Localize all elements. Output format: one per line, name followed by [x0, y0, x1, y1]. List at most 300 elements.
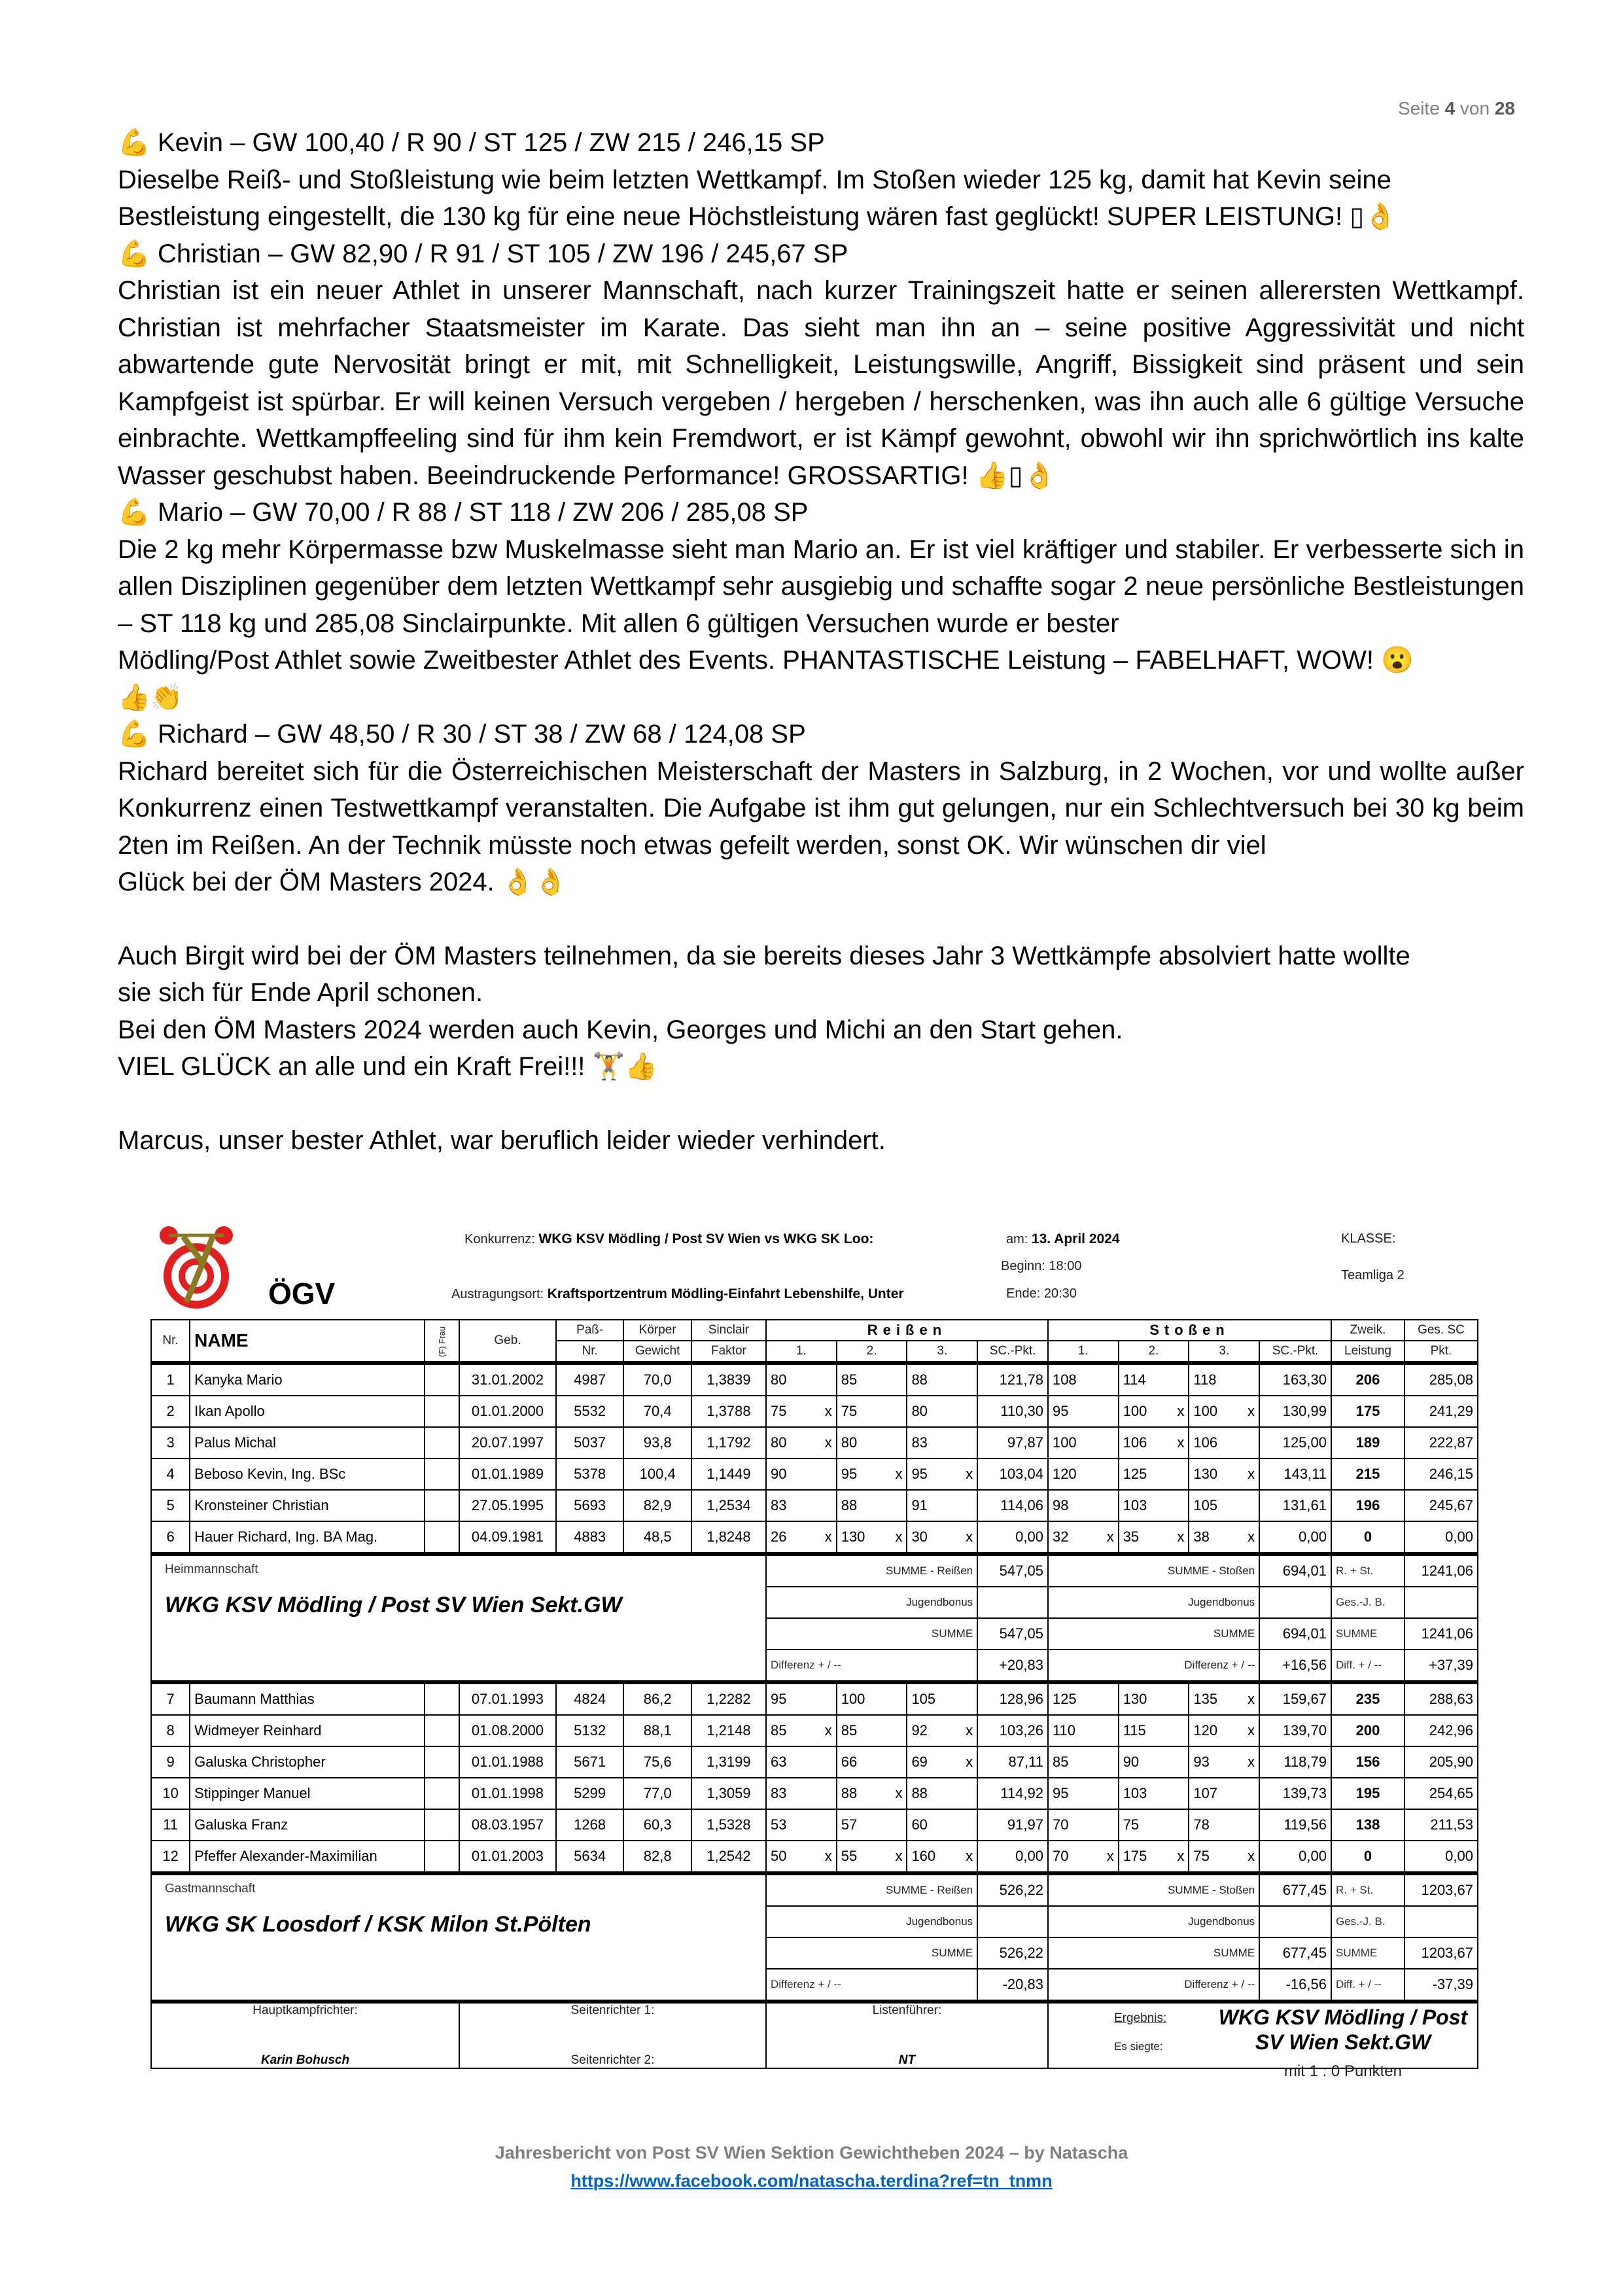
- snatch-attempt-2: [837, 1427, 907, 1458]
- athlete-nr: 9: [151, 1746, 190, 1778]
- attempt-weight: 105: [1193, 1497, 1218, 1513]
- kevin-header: 💪 Kevin – GW 100,40 / R 90 / ST 125 / ZW 215 / 246,15 SP: [118, 128, 825, 157]
- beginn-time: Beginn: 18:00: [1001, 1259, 1082, 1273]
- diff-s: -16,56: [1259, 1969, 1331, 2002]
- attempt-weight: 100: [1193, 1403, 1218, 1419]
- athlete-geb: 04.09.1981: [459, 1521, 556, 1554]
- snatch-attempt-2: [837, 1458, 907, 1490]
- snatch-attempt-3: [907, 1521, 977, 1554]
- snatch-sc-points: 103,04: [977, 1458, 1048, 1490]
- total-kg: 0: [1331, 1841, 1405, 1873]
- athlete-nr: 5: [151, 1490, 190, 1521]
- failed-attempt-mark: x: [1248, 1722, 1255, 1739]
- austragungsort: Austragungsort: Kraftsportzentrum Mödling-Einfahrt Lebenshilfe, Unter: [451, 1286, 904, 1301]
- col-rsc: SC.-Pkt.: [977, 1341, 1048, 1363]
- col-s1: 1.: [1048, 1341, 1119, 1363]
- cj-attempt-3: [1189, 1715, 1259, 1746]
- athlete-row: [151, 1363, 1478, 1396]
- total-sinclair: 242,96: [1405, 1715, 1478, 1746]
- cj-attempt-3: [1189, 1490, 1259, 1521]
- attempt-weight: 125: [1123, 1466, 1147, 1482]
- athlete-pass: 5378: [556, 1458, 624, 1490]
- ges-jb-label: Ges.-J. B.: [1331, 1587, 1405, 1618]
- footer-link-wrap: [0, 2171, 1623, 2191]
- attempt-weight: 80: [770, 1371, 787, 1388]
- jugendbonus-r: [977, 1587, 1048, 1618]
- attempt-weight: 53: [770, 1816, 787, 1833]
- diff-total: +37,39: [1405, 1650, 1478, 1682]
- athlete-bodyweight: 77,0: [623, 1778, 691, 1809]
- attempt-weight: 30: [911, 1528, 928, 1545]
- failed-attempt-mark: x: [824, 1403, 832, 1419]
- snatch-sc-points: 114,06: [977, 1490, 1048, 1521]
- athlete-pass: 5671: [556, 1746, 624, 1778]
- attempt-weight: 107: [1193, 1785, 1218, 1801]
- r-st-label: R. + St.: [1331, 1873, 1405, 1906]
- ges-jb: [1405, 1906, 1478, 1937]
- failed-attempt-mark: x: [1248, 1848, 1255, 1864]
- snatch-attempt-3: [907, 1715, 977, 1746]
- snatch-attempt-2: [837, 1396, 907, 1427]
- attempt-weight: 120: [1193, 1722, 1218, 1739]
- athlete-row: [151, 1778, 1478, 1809]
- athlete-pass: 5634: [556, 1841, 624, 1873]
- athlete-bodyweight: 75,6: [623, 1746, 691, 1778]
- guest-athletes: [151, 1682, 1478, 1873]
- snatch-sc-points: 114,92: [977, 1778, 1048, 1809]
- snatch-attempt-3: [907, 1809, 977, 1841]
- attempt-weight: 95: [1052, 1403, 1069, 1419]
- attempt-weight: 175: [1123, 1848, 1147, 1864]
- failed-attempt-mark: x: [1106, 1848, 1114, 1864]
- kevin-text-2: Bestleistung eingestellt, die 130 kg für eine neue Höchstleistung wären fast geglückt! SUPER LEISTUNG! ▯👌: [118, 202, 1397, 231]
- snatch-attempt-3: [907, 1363, 977, 1396]
- richard-text-2: Glück bei der ÖM Masters 2024. 👌👌: [118, 868, 567, 896]
- score-table: [150, 1319, 1478, 2080]
- total-kg: 235: [1331, 1682, 1405, 1715]
- cj-attempt-1: [1048, 1682, 1119, 1715]
- summe-s: 694,01: [1259, 1618, 1331, 1650]
- seitenrichter-cell: [459, 2002, 766, 2068]
- failed-attempt-mark: x: [1248, 1691, 1255, 1707]
- snatch-attempt-1: [766, 1521, 837, 1554]
- snatch-attempt-2: [837, 1715, 907, 1746]
- jugendbonus-s: [1259, 1587, 1331, 1618]
- total-sinclair: 254,65: [1405, 1778, 1478, 1809]
- snatch-attempt-2: [837, 1809, 907, 1841]
- athlete-sinclair: 1,5328: [691, 1809, 766, 1841]
- ogv-logo-icon: [157, 1224, 236, 1309]
- attempt-weight: 100: [1123, 1403, 1147, 1419]
- attempt-weight: 69: [911, 1754, 928, 1770]
- ergebnis-label: Ergebnis:: [1113, 2011, 1167, 2025]
- attempt-weight: 75: [1123, 1816, 1140, 1833]
- attempt-weight: 32: [1052, 1528, 1069, 1545]
- cj-attempt-2: [1119, 1809, 1189, 1841]
- attempt-weight: 88: [911, 1371, 928, 1388]
- r-st-total: 1203,67: [1405, 1873, 1478, 1906]
- flexed-biceps-icon: 💪: [118, 239, 150, 268]
- athlete-geb: 01.01.1998: [459, 1778, 556, 1809]
- attempt-weight: 55: [841, 1848, 858, 1864]
- hauptkampfrichter-name: Karin Bohusch: [260, 2053, 350, 2067]
- snatch-attempt-2: [837, 1778, 907, 1809]
- home-team-label: Heimmannschaft: [165, 1563, 258, 1576]
- attempt-weight: 85: [841, 1722, 858, 1739]
- attempt-weight: 80: [770, 1434, 787, 1451]
- match-score: mit 1 : 0 Punkten: [1283, 2062, 1402, 2080]
- diff-label: Differenz + / --: [766, 1650, 977, 1682]
- athlete-nr: 1: [151, 1363, 190, 1396]
- jugendbonus-s: [1259, 1906, 1331, 1937]
- summe-total: 1241,06: [1405, 1618, 1478, 1650]
- athlete-name: Pfeffer Alexander-Maximilian: [190, 1841, 425, 1873]
- snatch-attempt-2: [837, 1682, 907, 1715]
- attempt-weight: 80: [911, 1403, 928, 1419]
- diff-label: Differenz + / --: [766, 1969, 977, 2002]
- attempt-weight: 26: [770, 1528, 787, 1545]
- athlete-frau: [425, 1778, 459, 1809]
- attempt-weight: 160: [911, 1848, 936, 1864]
- summe-stossen: 694,01: [1259, 1554, 1331, 1587]
- report-text: [118, 124, 1524, 1159]
- attempt-weight: 118: [1193, 1371, 1217, 1388]
- jugendbonus-label: Jugendbonus: [766, 1587, 977, 1618]
- snatch-attempt-3: [907, 1841, 977, 1873]
- facebook-link[interactable]: https://www.facebook.com/natascha.terdina?ref=tn_tnmn: [570, 2171, 1053, 2191]
- seitenrichter1-label: Seitenrichter 1:: [570, 2004, 655, 2017]
- col-r1: 1.: [766, 1341, 837, 1363]
- summe-stossen: 677,45: [1259, 1873, 1331, 1906]
- athlete-sinclair: 1,3199: [691, 1746, 766, 1778]
- guest-team-name: WKG SK Loosdorf / KSK Milon St.Pölten: [165, 1912, 591, 1937]
- cj-sc-points: 159,67: [1259, 1682, 1331, 1715]
- total-kg: 175: [1331, 1396, 1405, 1427]
- attempt-weight: 50: [770, 1848, 787, 1864]
- snatch-sc-points: 121,78: [977, 1363, 1048, 1396]
- attempt-weight: 91: [911, 1497, 928, 1513]
- athlete-row: [151, 1715, 1478, 1746]
- attempt-weight: 83: [770, 1497, 787, 1513]
- total-sinclair: 241,29: [1405, 1396, 1478, 1427]
- cj-sc-points: 130,99: [1259, 1396, 1331, 1427]
- cj-attempt-3: [1189, 1363, 1259, 1396]
- athlete-sinclair: 1,8248: [691, 1521, 766, 1554]
- cj-attempt-3: [1189, 1521, 1259, 1554]
- event-date: am: 13. April 2024: [1006, 1231, 1120, 1246]
- col-nr: Nr.: [151, 1320, 190, 1363]
- total-sinclair: 285,08: [1405, 1363, 1478, 1396]
- failed-attempt-mark: x: [1177, 1434, 1185, 1451]
- snatch-attempt-3: [907, 1746, 977, 1778]
- snatch-attempt-1: [766, 1746, 837, 1778]
- ges-jb: [1405, 1587, 1478, 1618]
- total-sinclair: 211,53: [1405, 1809, 1478, 1841]
- failed-attempt-mark: x: [824, 1528, 832, 1545]
- attempt-weight: 66: [841, 1754, 858, 1770]
- summe-reissen-label: SUMME - Reißen: [766, 1873, 977, 1906]
- listenfuehrer-name: NT: [898, 2053, 916, 2067]
- athlete-sinclair: 1,3839: [691, 1363, 766, 1396]
- athlete-bodyweight: 60,3: [623, 1809, 691, 1841]
- col-sinclair-2: Faktor: [691, 1341, 766, 1363]
- failed-attempt-mark: x: [966, 1466, 973, 1482]
- ges-jb-label: Ges.-J. B.: [1331, 1906, 1405, 1937]
- cj-attempt-2: [1119, 1521, 1189, 1554]
- summe-label: SUMME: [1331, 1618, 1405, 1650]
- r-st-total: 1241,06: [1405, 1554, 1478, 1587]
- masters-text: Bei den ÖM Masters 2024 werden auch Kevin, Georges und Michi an den Start gehen.: [118, 1015, 1123, 1044]
- cj-attempt-3: [1189, 1746, 1259, 1778]
- athlete-name: Galuska Franz: [190, 1809, 425, 1841]
- snatch-attempt-1: [766, 1396, 837, 1427]
- cj-attempt-1: [1048, 1809, 1119, 1841]
- missing-glyph-icon: ▯: [1350, 202, 1365, 231]
- cj-sc-points: 0,00: [1259, 1521, 1331, 1554]
- total-kg: 200: [1331, 1715, 1405, 1746]
- athlete-nr: 6: [151, 1521, 190, 1554]
- total-sinclair: 246,15: [1405, 1458, 1478, 1490]
- cj-attempt-3: [1189, 1396, 1259, 1427]
- athlete-frau: [425, 1841, 459, 1873]
- failed-attempt-mark: x: [1248, 1754, 1255, 1770]
- athlete-pass: 4824: [556, 1682, 624, 1715]
- snatch-attempt-1: [766, 1841, 837, 1873]
- cj-attempt-3: [1189, 1682, 1259, 1715]
- athlete-nr: 10: [151, 1778, 190, 1809]
- jugendbonus-label: Jugendbonus: [1048, 1906, 1259, 1937]
- athlete-frau: [425, 1458, 459, 1490]
- diff-r: +20,83: [977, 1650, 1048, 1682]
- athlete-frau: [425, 1490, 459, 1521]
- athlete-name: Widmeyer Reinhard: [190, 1715, 425, 1746]
- attempt-weight: 130: [1123, 1691, 1147, 1707]
- cj-sc-points: 119,56: [1259, 1809, 1331, 1841]
- attempt-weight: 90: [770, 1466, 787, 1482]
- attempt-weight: 130: [1193, 1466, 1218, 1482]
- summe-stossen-label: SUMME - Stoßen: [1048, 1554, 1259, 1587]
- total-sinclair: 205,90: [1405, 1746, 1478, 1778]
- athlete-row: [151, 1458, 1478, 1490]
- athlete-geb: 01.01.1989: [459, 1458, 556, 1490]
- col-koerper-2: Gewicht: [623, 1341, 691, 1363]
- snatch-attempt-3: [907, 1458, 977, 1490]
- athlete-nr: 4: [151, 1458, 190, 1490]
- total-sinclair: 222,87: [1405, 1427, 1478, 1458]
- athlete-frau: [425, 1715, 459, 1746]
- attempt-weight: 100: [841, 1691, 865, 1707]
- athlete-row: [151, 1427, 1478, 1458]
- header-row-1: [151, 1320, 1478, 1341]
- athlete-geb: 08.03.1957: [459, 1809, 556, 1841]
- cj-attempt-3: [1189, 1809, 1259, 1841]
- attempt-weight: 80: [841, 1434, 858, 1451]
- athlete-nr: 3: [151, 1427, 190, 1458]
- attempt-weight: 75: [1193, 1848, 1210, 1864]
- total-kg: 138: [1331, 1809, 1405, 1841]
- athlete-row: [151, 1396, 1478, 1427]
- athlete-row: [151, 1746, 1478, 1778]
- cj-attempt-2: [1119, 1682, 1189, 1715]
- weightlifter-icon: 🏋: [592, 1052, 625, 1081]
- snatch-attempt-3: [907, 1682, 977, 1715]
- summe-reissen: 547,05: [977, 1554, 1048, 1587]
- attempt-weight: 120: [1052, 1466, 1077, 1482]
- cj-attempt-2: [1119, 1363, 1189, 1396]
- athlete-pass: 5132: [556, 1715, 624, 1746]
- mario-text: Die 2 kg mehr Körpermasse bzw Muskelmasse sieht man Mario an. Er ist viel kräftiger und stabiler. Er verbesserte sich in allen Disziplinen gegenüber dem letzten Wettkampf sehr ausgiebig und schaffte sogar 2 neue persönliche Bestleistungen – ST 118 kg und 285,08 Sinclairpunkte. Mit allen 6 gültigen Versuchen wurde er bester: [118, 535, 1524, 638]
- mario-header: 💪 Mario – GW 70,00 / R 88 / ST 118 / ZW 206 / 285,08 SP: [118, 498, 809, 527]
- athlete-frau: [425, 1809, 459, 1841]
- cj-attempt-2: [1119, 1841, 1189, 1873]
- col-stossen: Stoßen: [1048, 1320, 1331, 1341]
- athlete-geb: 27.05.1995: [459, 1490, 556, 1521]
- summe-label: SUMME: [766, 1937, 977, 1969]
- jugendbonus-label: Jugendbonus: [1048, 1587, 1259, 1618]
- athlete-geb: 01.08.2000: [459, 1715, 556, 1746]
- guest-summary: [151, 1873, 1478, 2002]
- diff-s: +16,56: [1259, 1650, 1331, 1682]
- officials: [151, 2002, 1478, 2080]
- home-athletes: [151, 1363, 1478, 1554]
- konkurrenz: Konkurrenz: WKG KSV Mödling / Post SV Wien vs WKG SK Loo:: [464, 1231, 874, 1246]
- summe-reissen-label: SUMME - Reißen: [766, 1554, 977, 1587]
- athlete-bodyweight: 100,4: [623, 1458, 691, 1490]
- total-sinclair: 288,63: [1405, 1682, 1478, 1715]
- attempt-weight: 90: [1123, 1754, 1140, 1770]
- diff-short-label: Diff. + / --: [1331, 1650, 1405, 1682]
- failed-attempt-mark: x: [1248, 1528, 1255, 1545]
- attempt-weight: 63: [770, 1754, 787, 1770]
- athlete-frau: [425, 1746, 459, 1778]
- kevin-text: Dieselbe Reiß- und Stoßleistung wie beim letzten Wettkampf. Im Stoßen wieder 125 kg, damit hat Kevin seine: [118, 165, 1391, 194]
- cj-sc-points: 125,00: [1259, 1427, 1331, 1458]
- athlete-bodyweight: 82,8: [623, 1841, 691, 1873]
- attempt-weight: 75: [770, 1403, 787, 1419]
- attempt-weight: 85: [1052, 1754, 1069, 1770]
- col-s2: 2.: [1119, 1341, 1189, 1363]
- snatch-sc-points: 91,97: [977, 1809, 1048, 1841]
- klasse-label: KLASSE:: [1341, 1231, 1396, 1246]
- athlete-row: [151, 1841, 1478, 1873]
- home-summary: [151, 1554, 1478, 1682]
- col-name: NAME: [190, 1320, 425, 1363]
- es-siegte-label: Es siegte:: [1113, 2040, 1163, 2053]
- col-s3: 3.: [1189, 1341, 1259, 1363]
- ende-time: Ende: 20:30: [1006, 1286, 1077, 1301]
- summe-r: 547,05: [977, 1618, 1048, 1650]
- snatch-attempt-1: [766, 1809, 837, 1841]
- snatch-sc-points: 97,87: [977, 1427, 1048, 1458]
- attempt-weight: 103: [1123, 1785, 1147, 1801]
- thumbs-up-icon: 👍: [625, 1052, 658, 1081]
- total-sinclair: 0,00: [1405, 1521, 1478, 1554]
- attempt-weight: 88: [841, 1785, 858, 1801]
- cj-attempt-3: [1189, 1841, 1259, 1873]
- athlete-nr: 8: [151, 1715, 190, 1746]
- snatch-sc-points: 128,96: [977, 1682, 1048, 1715]
- athlete-frau: [425, 1363, 459, 1396]
- attempt-weight: 98: [1052, 1497, 1069, 1513]
- klasse-value: Teamliga 2: [1341, 1268, 1405, 1282]
- attempt-weight: 78: [1193, 1816, 1210, 1833]
- diff-label: Differenz + / --: [1048, 1969, 1259, 2002]
- snatch-attempt-1: [766, 1427, 837, 1458]
- snatch-sc-points: 0,00: [977, 1841, 1048, 1873]
- cj-sc-points: 139,73: [1259, 1778, 1331, 1809]
- athlete-name: Kanyka Mario: [190, 1363, 425, 1396]
- col-ges-2: Pkt.: [1405, 1341, 1478, 1363]
- col-r2: 2.: [837, 1341, 907, 1363]
- summe-total: 1203,67: [1405, 1937, 1478, 1969]
- richard-text: Richard bereitet sich für die Österreichischen Meisterschaft der Masters in Salzburg, in 2 Wochen, vor und wollte außer Konkurrenz einen Testwettkampf veranstalten. Die Aufgabe ist ihm gut gelungen, nur ein Schlechtversuch bei 30 kg beim 2ten im Reißen. An der Technik müsste noch etwas gefeilt werden, sonst OK. Wir wünschen dir viel: [118, 756, 1524, 860]
- cj-attempt-3: [1189, 1778, 1259, 1809]
- snatch-attempt-3: [907, 1427, 977, 1458]
- athlete-nr: 12: [151, 1841, 190, 1873]
- athlete-sinclair: 1,1449: [691, 1458, 766, 1490]
- col-pass: Paß-: [556, 1320, 624, 1341]
- failed-attempt-mark: x: [1177, 1403, 1185, 1419]
- cj-attempt-2: [1119, 1490, 1189, 1521]
- ok-hand-icon: 👌: [534, 868, 567, 896]
- col-reissen: Reißen: [766, 1320, 1048, 1341]
- total-kg: 189: [1331, 1427, 1405, 1458]
- page-number: Seite 4 von 28: [1397, 98, 1515, 118]
- failed-attempt-mark: x: [1106, 1528, 1114, 1545]
- total-sinclair: 245,67: [1405, 1490, 1478, 1521]
- attempt-weight: 108: [1052, 1371, 1077, 1388]
- athlete-name: Hauer Richard, Ing. BA Mag.: [190, 1521, 425, 1554]
- athlete-pass: 1268: [556, 1809, 624, 1841]
- athlete-bodyweight: 93,8: [623, 1427, 691, 1458]
- cj-attempt-2: [1119, 1778, 1189, 1809]
- cj-attempt-1: [1048, 1490, 1119, 1521]
- attempt-weight: 93: [1193, 1754, 1210, 1770]
- failed-attempt-mark: x: [895, 1848, 903, 1864]
- failed-attempt-mark: x: [1248, 1466, 1255, 1482]
- cj-sc-points: 143,11: [1259, 1458, 1331, 1490]
- listenfuehrer-cell: [766, 2002, 1048, 2068]
- athlete-sinclair: 1,2148: [691, 1715, 766, 1746]
- attempt-weight: 115: [1123, 1722, 1146, 1739]
- snatch-attempt-1: [766, 1363, 837, 1396]
- christian-header: 💪 Christian – GW 82,90 / R 91 / ST 105 / ZW 196 / 245,67 SP: [118, 239, 848, 268]
- athlete-nr: 7: [151, 1682, 190, 1715]
- flexed-biceps-icon: 💪: [118, 128, 150, 157]
- thumbs-up-icon: 👍: [975, 461, 1009, 490]
- failed-attempt-mark: x: [966, 1528, 973, 1545]
- diff-label: Differenz + / --: [1048, 1650, 1259, 1682]
- cj-attempt-1: [1048, 1458, 1119, 1490]
- athlete-pass: 5532: [556, 1396, 624, 1427]
- failed-attempt-mark: x: [1177, 1848, 1185, 1864]
- summe-label: SUMME: [1331, 1937, 1405, 1969]
- athlete-bodyweight: 82,9: [623, 1490, 691, 1521]
- snatch-sc-points: 110,30: [977, 1396, 1048, 1427]
- attempt-weight: 114: [1123, 1371, 1146, 1388]
- summe-stossen-label: SUMME - Stoßen: [1048, 1873, 1259, 1906]
- attempt-weight: 95: [841, 1466, 858, 1482]
- cj-sc-points: 139,70: [1259, 1715, 1331, 1746]
- summe-reissen: 526,22: [977, 1873, 1048, 1906]
- attempt-weight: 103: [1123, 1497, 1147, 1513]
- failed-attempt-mark: x: [966, 1848, 973, 1864]
- attempt-weight: 106: [1193, 1434, 1218, 1451]
- attempt-weight: 38: [1193, 1528, 1210, 1545]
- athlete-sinclair: 1,3059: [691, 1778, 766, 1809]
- home-team-name: WKG KSV Mödling / Post SV Wien Sekt.GW: [165, 1593, 622, 1617]
- scoresheet: [144, 1217, 1478, 2107]
